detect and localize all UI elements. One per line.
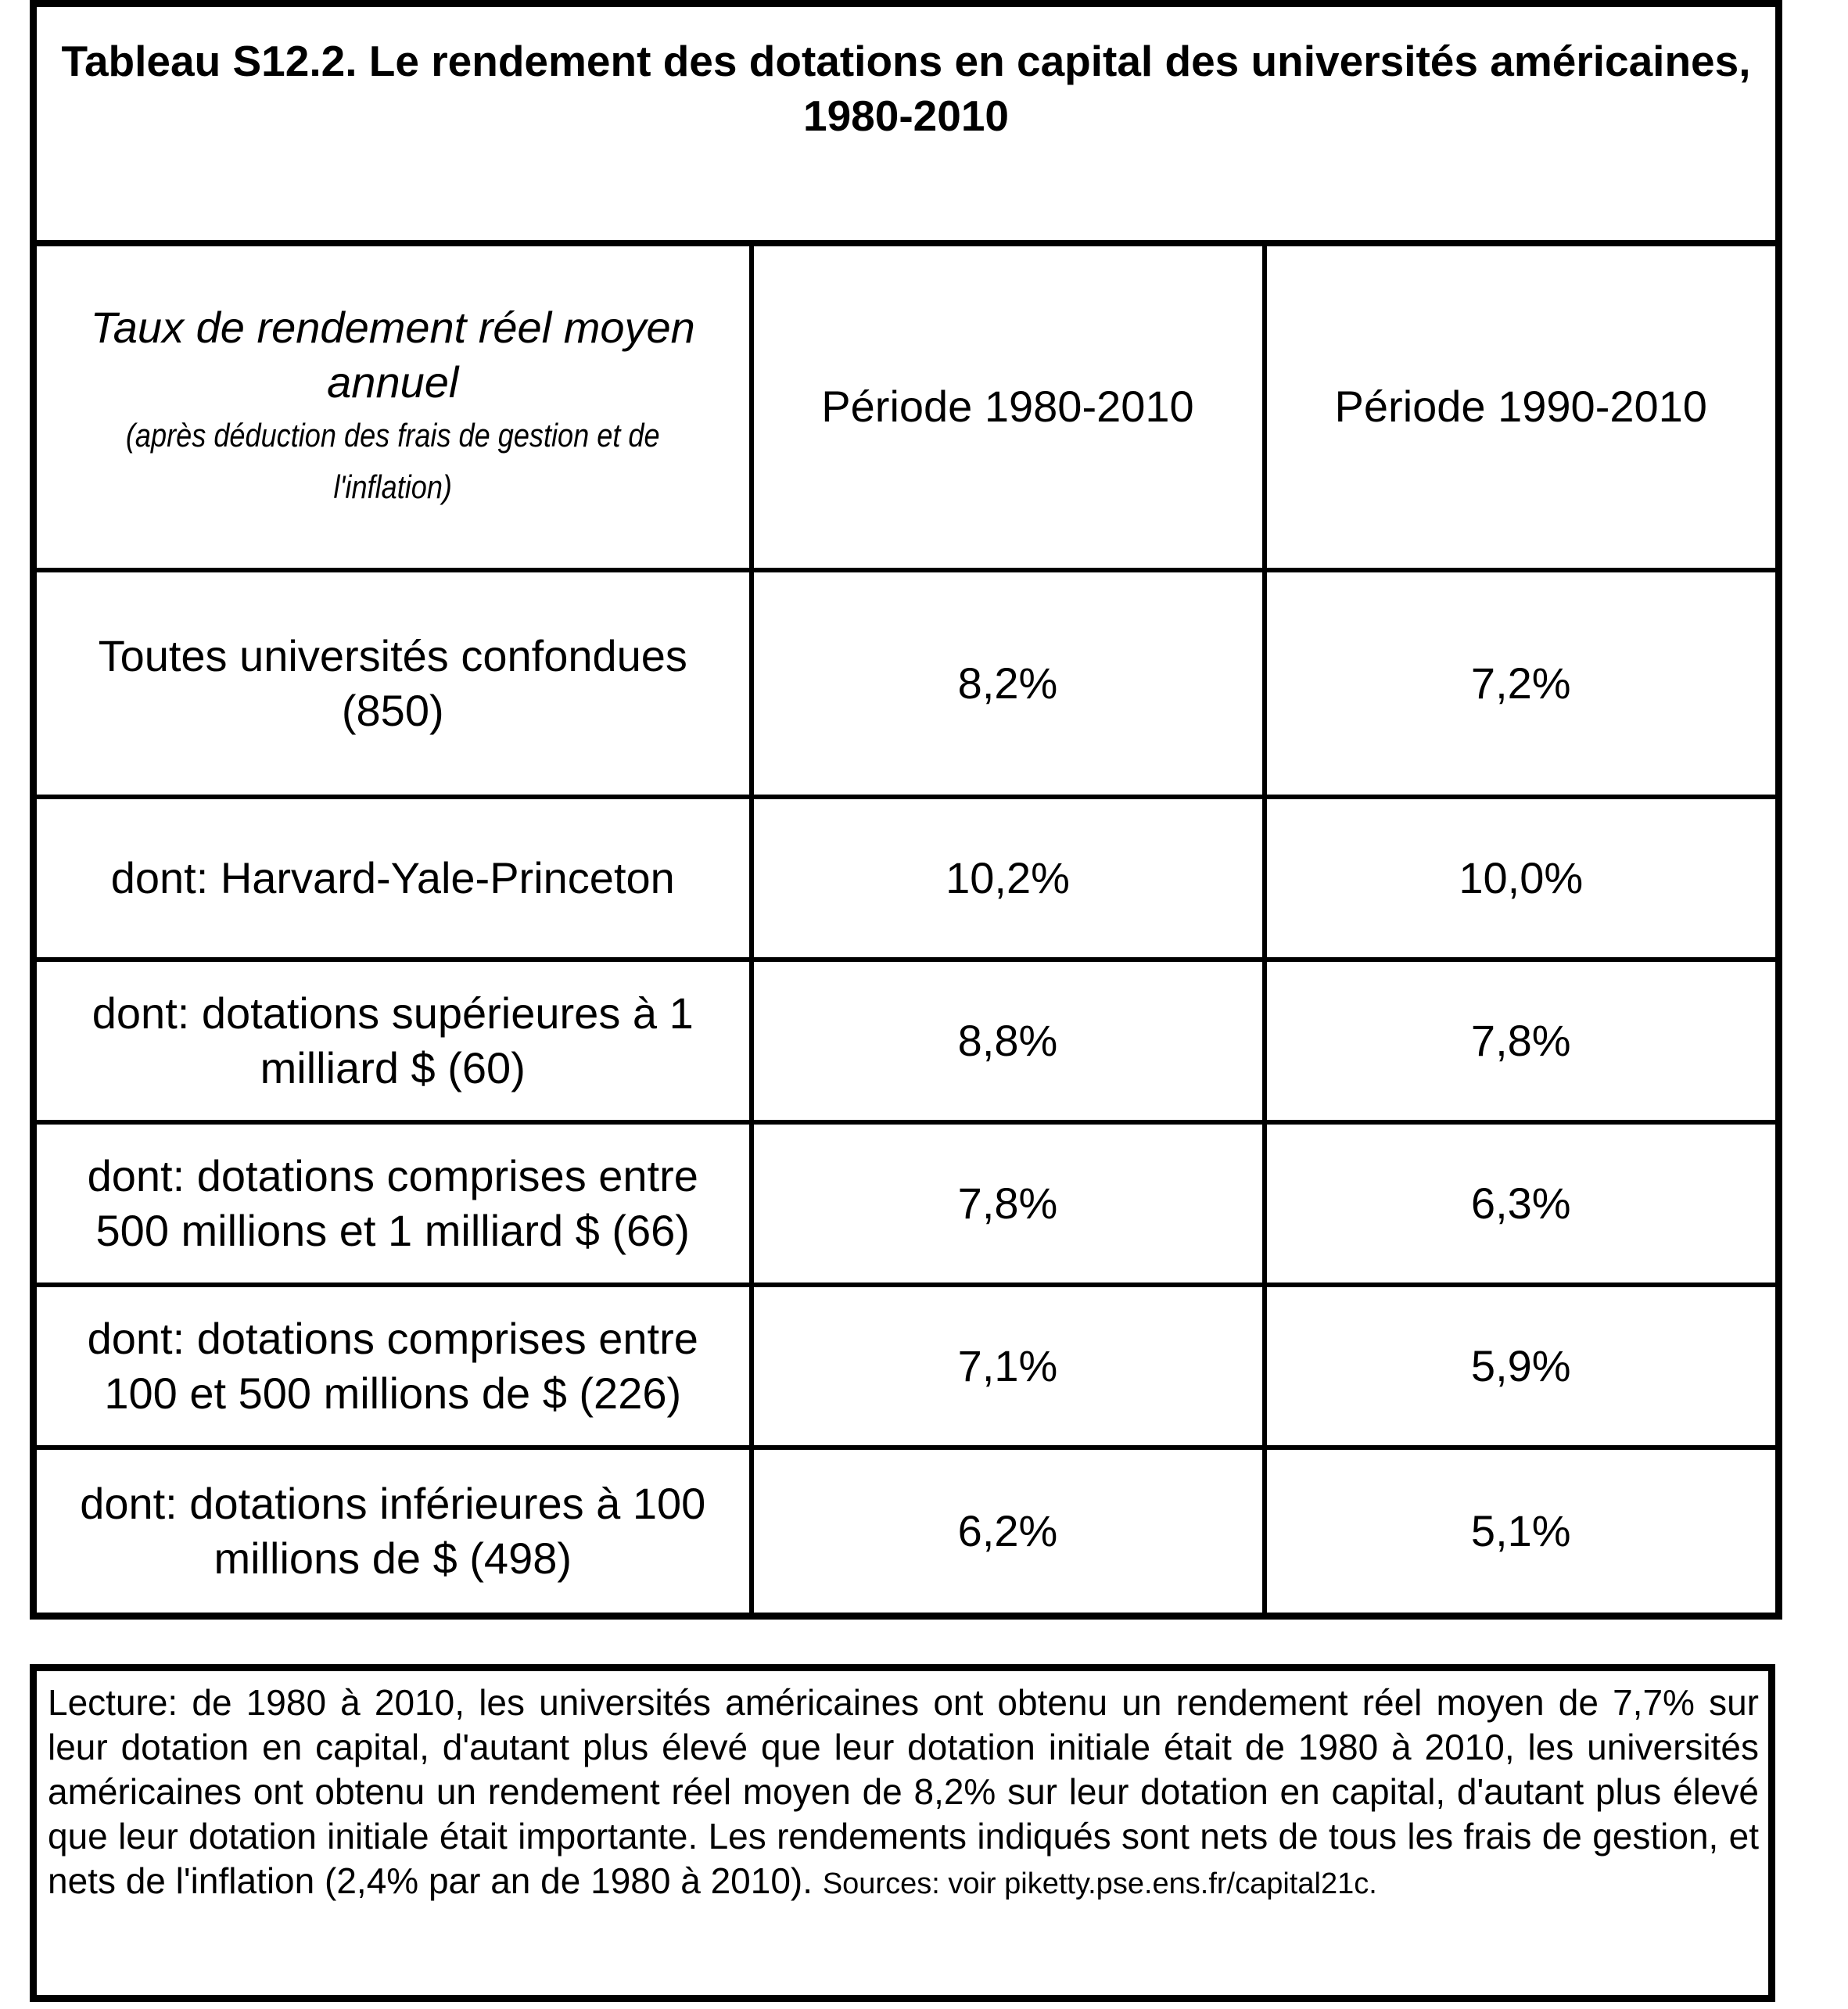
row-label: dont: dotations inférieures à 100 millions de $ (498) (34, 1448, 752, 1616)
row-label: dont: dotations comprises entre 100 et 500 millions de $ (226) (34, 1285, 752, 1448)
header-label-note: (après déduction des frais de gestion et de l'inflation) (125, 417, 660, 505)
reading-text: Lecture: de 1980 à 2010, les universités américaines ont obtenu un rendement réel moyen de 7,7% sur leur dotation en capital, d'autant plus élevé que leur dotation initiale était de 1980 à 2010, les universités américaines ont obtenu un rendement réel moyen de 8,2% sur leur dotation en capital, d'autant plus élevé que leur dotation initiale était importante. Les rendements indiqués sont nets de tous les frais de gestion, et nets de l'inflation (2,4% par an de 1980 à 2010). (48, 1682, 1759, 1901)
table-row (34, 570, 1779, 797)
row-label: dont: dotations supérieures à 1 milliard $ (60) (34, 960, 752, 1122)
table-row (34, 960, 1779, 1122)
header-period-1980: Période 1980-2010 (752, 243, 1265, 570)
row-value-1980: 7,8% (752, 1122, 1265, 1285)
row-label: Toutes universités confondues (850) (34, 570, 752, 797)
table-row (34, 797, 1779, 960)
header-period-1990: Période 1990-2010 (1265, 243, 1779, 570)
row-value-1990: 10,0% (1265, 797, 1779, 960)
table-title: Tableau S12.2. Le rendement des dotations en capital des universités américaines, 1980-2010 (34, 4, 1779, 243)
returns-table (30, 0, 1782, 1620)
sources-text: Sources: voir piketty.pse.ens.fr/capital21c. (822, 1867, 1377, 1900)
table-row (34, 1122, 1779, 1285)
table-row (34, 1448, 1779, 1616)
title-row (34, 4, 1779, 243)
row-value-1990: 5,9% (1265, 1285, 1779, 1448)
row-value-1980: 7,1% (752, 1285, 1265, 1448)
row-value-1990: 5,1% (1265, 1448, 1779, 1616)
row-value-1990: 7,8% (1265, 960, 1779, 1122)
row-value-1980: 8,2% (752, 570, 1265, 797)
row-label: dont: Harvard-Yale-Princeton (34, 797, 752, 960)
row-label: dont: dotations comprises entre 500 millions et 1 milliard $ (66) (34, 1122, 752, 1285)
table-row (34, 1285, 1779, 1448)
row-value-1980: 8,8% (752, 960, 1265, 1122)
header-label-cell (34, 243, 752, 570)
row-value-1990: 7,2% (1265, 570, 1779, 797)
reading-note (30, 1664, 1775, 2002)
header-row (34, 243, 1779, 570)
header-label-main: Taux de rendement réel moyen annuel (90, 303, 695, 407)
row-value-1980: 6,2% (752, 1448, 1265, 1616)
row-value-1980: 10,2% (752, 797, 1265, 960)
row-value-1990: 6,3% (1265, 1122, 1779, 1285)
